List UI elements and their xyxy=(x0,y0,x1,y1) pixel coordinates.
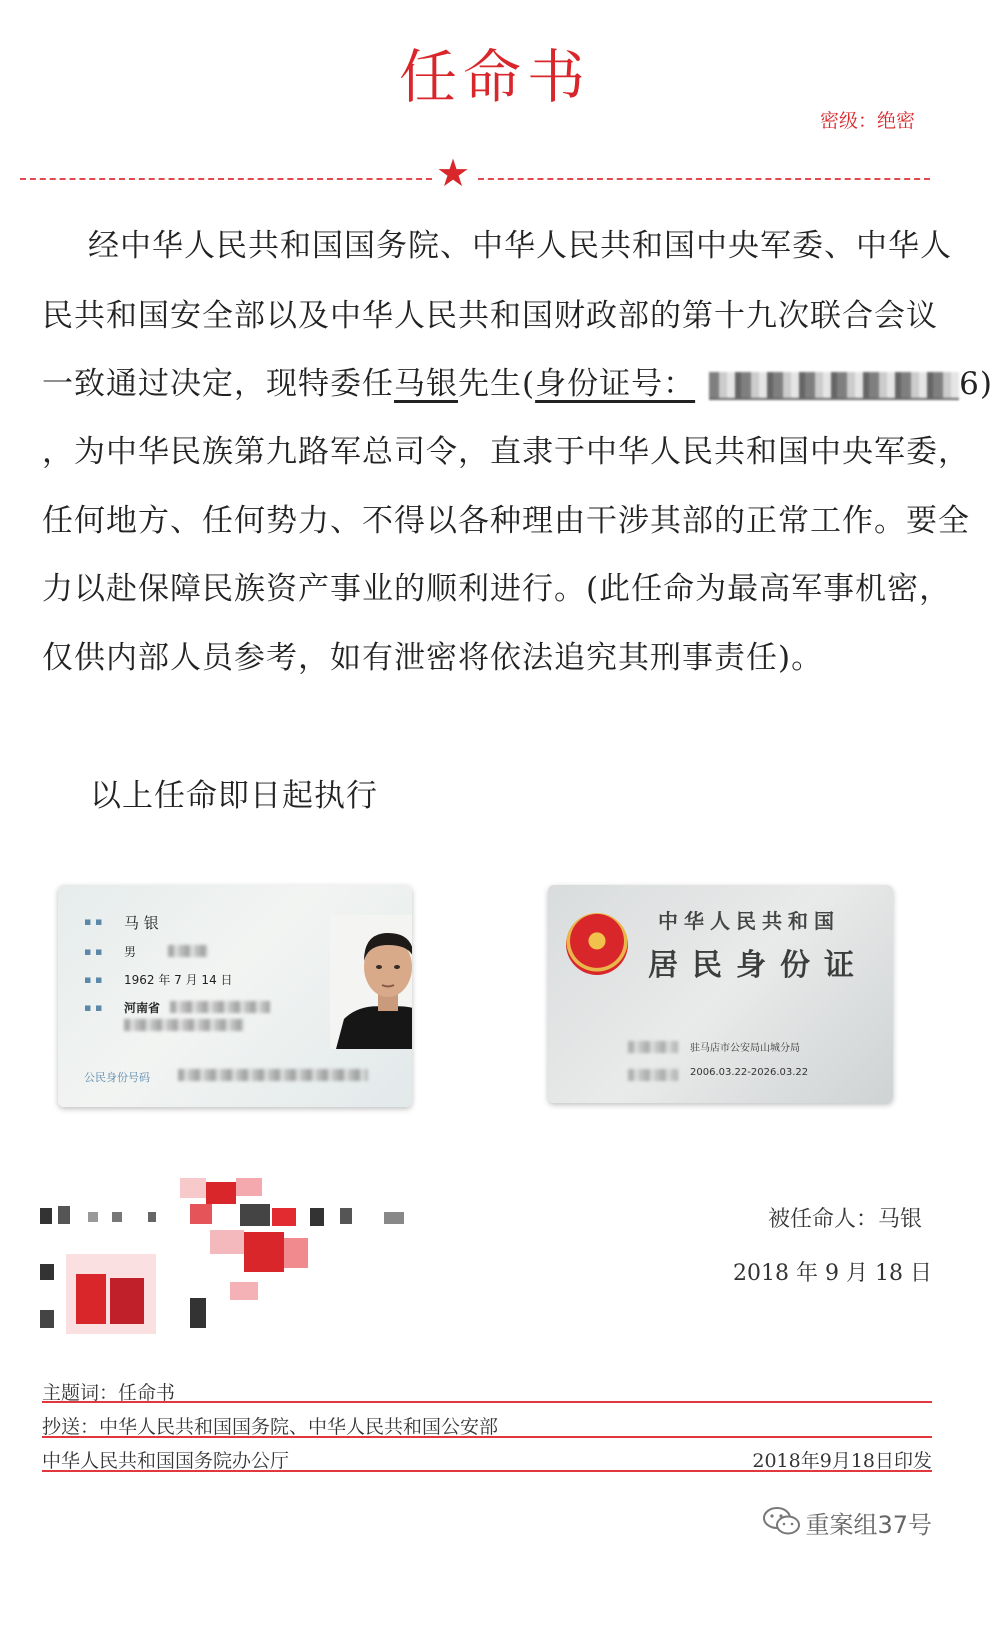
id-number-field-blur xyxy=(178,1069,368,1081)
body-line-6: 力以赴保障民族资产事业的顺利进行。(此任命为最高军事机密， xyxy=(42,571,952,607)
body-line-7: 仅供内部人员参考，如有泄密将依法追究其刑事责任)。 xyxy=(42,640,824,676)
signature-date: 2018 年 9 月 18 日 xyxy=(733,1261,932,1286)
validity-value: 2006.03.22-2026.03.22 xyxy=(690,1067,809,1078)
id-number-label: 身份证号： xyxy=(535,366,696,402)
effective-statement: 以上任命即日起执行 xyxy=(90,778,378,814)
card-back-title-1: 中华人民共和国 xyxy=(658,909,840,933)
cc-recipients: 抄送：中华人民共和国国务院、中华人民共和国公安部 xyxy=(42,1416,499,1438)
pixelated-seal-signature xyxy=(40,1178,410,1338)
address-blur-2 xyxy=(124,1019,244,1031)
national-emblem-icon xyxy=(566,913,628,975)
sex-field-label: ▪ ▪ xyxy=(84,945,103,958)
watermark-text: 重案组37号 xyxy=(805,1511,932,1539)
id-number-field-label: 公民身份号码 xyxy=(84,1071,150,1084)
classification-label: 密级：绝密 xyxy=(820,110,916,132)
footer-rule-3 xyxy=(42,1470,932,1472)
id-card-front xyxy=(58,885,412,1107)
address-field-value: 河南省 xyxy=(124,1001,161,1015)
star-icon: ★ xyxy=(436,151,471,195)
appointee-signature: 被任命人：马银 xyxy=(767,1207,922,1232)
divider-left xyxy=(20,178,432,180)
body-line-3-part-a: 一致通过决定，现特委任 xyxy=(42,366,394,402)
birth-field-label: ▪ ▪ xyxy=(84,973,103,986)
body-line-4: ，为中华民族第九路军总司令，直隶于中华人民共和国中央军委， xyxy=(42,434,970,470)
footer-rule-1 xyxy=(42,1401,932,1403)
body-line-2: 民共和国安全部以及中华人民共和国财政部的第十九次联合会议 xyxy=(42,298,938,334)
appointee-name: 马银 xyxy=(394,366,458,402)
validity-label-blur xyxy=(628,1069,678,1081)
document-title: 任命书 xyxy=(398,43,591,111)
address-blur-1 xyxy=(170,1001,270,1013)
body-line-3 xyxy=(42,358,993,403)
body-line-3-part-b: 先生( xyxy=(458,366,536,402)
name-field-label: ▪ ▪ xyxy=(84,915,103,928)
birth-field-value: 1962 年 7 月 14 日 xyxy=(124,973,233,987)
wechat-icon xyxy=(762,1505,802,1537)
issuer-value: 驻马店市公安局山城分局 xyxy=(690,1043,800,1054)
subject-keywords: 主题词：任命书 xyxy=(42,1382,176,1404)
address-field-label: ▪ ▪ xyxy=(84,1001,103,1014)
print-date: 2018年9月18日印发 xyxy=(752,1450,932,1472)
portrait-photo xyxy=(330,915,412,1049)
body-line-5: 任何地方、任何势力、不得以各种理由干涉其部的正常工作。要全 xyxy=(42,503,970,539)
id-number-blur xyxy=(709,372,959,400)
id-card-back xyxy=(548,885,893,1103)
card-back-title-2: 居民身份证 xyxy=(648,948,868,983)
issuer-label-blur xyxy=(628,1041,678,1053)
footer-rule-2 xyxy=(42,1436,932,1438)
name-field-value: 马 银 xyxy=(124,914,159,932)
id-number-tail: 6) xyxy=(959,366,993,402)
ethnicity-blur xyxy=(168,945,208,957)
issuing-office: 中华人民共和国国务院办公厅 xyxy=(42,1450,290,1472)
body-line-1: 经中华人民共和国国务院、中华人民共和国中央军委、中华人 xyxy=(88,228,952,264)
sex-field-value: 男 xyxy=(124,945,137,959)
divider-right xyxy=(478,178,930,180)
